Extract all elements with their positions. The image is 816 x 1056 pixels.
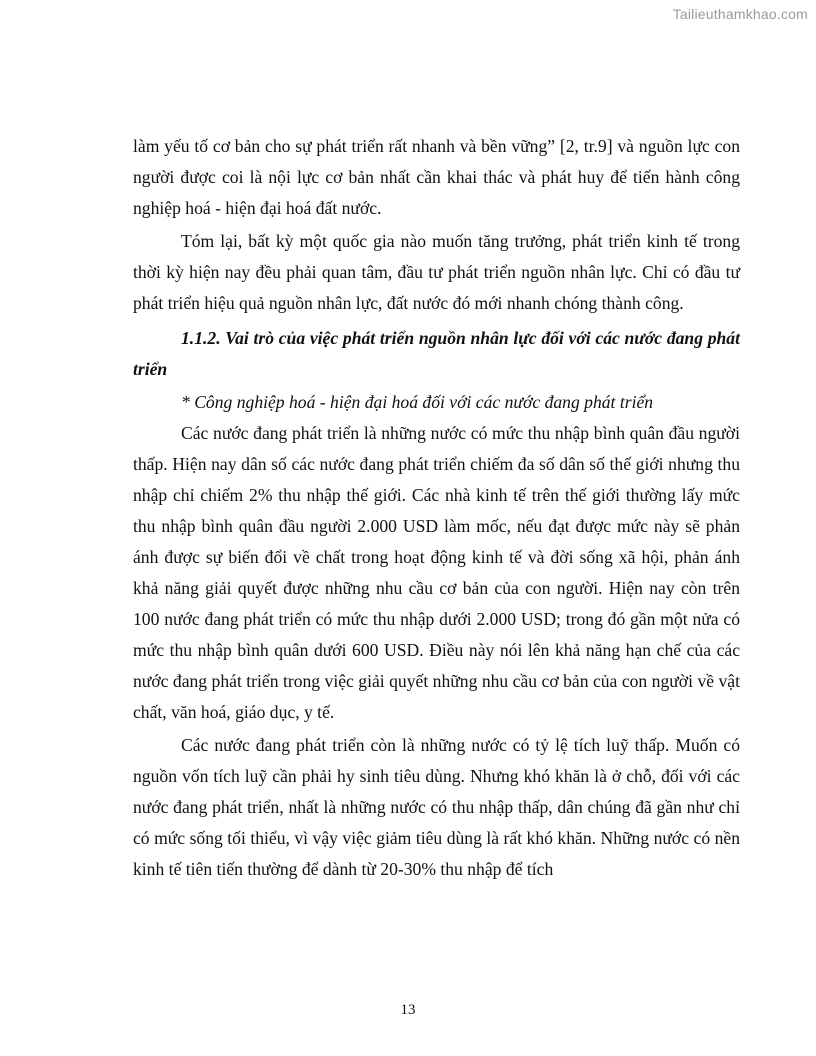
subsection-heading: * Công nghiệp hoá - hiện đại hoá đối với các nước đang phát triển xyxy=(181,392,654,412)
section-heading: 1.1.2. Vai trò của việc phát triển nguồn nhân lực đối với các nước đang phát triển xyxy=(133,328,740,379)
paragraph-income: Các nước đang phát triển là những nước có mức thu nhập bình quân đầu người thấp. Hiện nay dân số các nước đang phát triển chiếm đa số dân số thế giới nhưng thu nhập chỉ chiếm 2% thu nhập thế giới. Các nhà kinh tế trên thế giới thường lấy mức thu nhập bình quân đầu người 2.000 USD làm mốc, nếu đạt được mức này sẽ phản ánh được sự biến đổi về chất trong hoạt động kinh tế và đời sống xã hội, phản ánh khả năng giải quyết được những nhu cầu cơ bản của con người. Hiện nay còn trên 100 nước đang phát triển có mức thu nhập dưới 2.000 USD; trong đó gần một nửa có mức thu nhập bình quân dưới 600 USD. Điều này nói lên khả năng hạn chế của các nước đang phát triển trong việc giải quyết những nhu cầu cơ bản của con người về vật chất, văn hoá, giáo dục, y tế. xyxy=(133,423,740,722)
paragraph-summary: Tóm lại, bất kỳ một quốc gia nào muốn tăng trưởng, phát triển kinh tế trong thời kỳ hiện nay đều phải quan tâm, đầu tư phát triển nguồn nhân lực. Chỉ có đầu tư phát triển hiệu quả nguồn nhân lực, đất nước đó mới nhanh chóng thành công. xyxy=(133,231,740,313)
watermark: Tailieuthamkhao.com xyxy=(672,6,808,22)
paragraph-accumulation: Các nước đang phát triển còn là những nước có tỷ lệ tích luỹ thấp. Muốn có nguồn vốn tích luỹ cần phải hy sinh tiêu dùng. Nhưng khó khăn là ở chỗ, đối với các nước đang phát triển, nhất là những nước có thu nhập thấp, dân chúng đã gần như chỉ có mức sống tối thiểu, vì vậy việc giảm tiêu dùng là rất khó khăn. Những nước có nền kinh tế tiên tiến thường để dành từ 20-30% thu nhập để tích xyxy=(133,735,740,879)
paragraph-continuation: làm yếu tố cơ bản cho sự phát triển rất nhanh và bền vững” [2, tr.9] và nguồn lực con người được coi là nội lực cơ bản nhất cần khai thác và phát huy để tiến hành công nghiệp hoá - hiện đại hoá đất nước. xyxy=(133,136,740,218)
document-body xyxy=(133,131,740,885)
page-number: 13 xyxy=(400,1002,416,1018)
